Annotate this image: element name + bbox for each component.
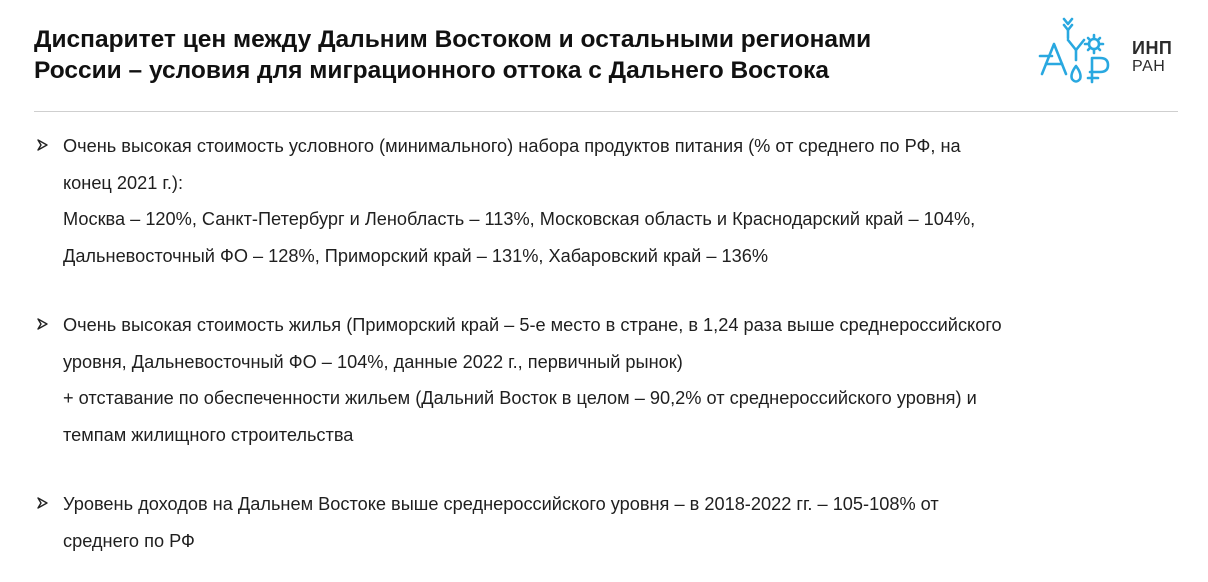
logo bbox=[1036, 16, 1196, 88]
bullet-item-housing-prices bbox=[34, 307, 1184, 453]
arrow-bullet-icon bbox=[36, 496, 50, 510]
arrow-bullet-icon bbox=[36, 317, 50, 331]
bullet-text-line: Очень высокая стоимость жилья (Приморский край – 5-е место в стране, в 1,24 раза выше среднероссийского bbox=[63, 315, 1002, 335]
bullet-item-income-level bbox=[34, 486, 1184, 559]
title-line-1: Диспаритет цен между Дальним Востоком и остальными регионами bbox=[34, 26, 872, 53]
logo-text-line-1: ИНП bbox=[1132, 38, 1173, 58]
bullet-list bbox=[34, 128, 1184, 559]
bullet-text-line: Уровень доходов на Дальнем Востоке выше среднероссийского уровня – в 2018-2022 гг. – 105-108% от bbox=[63, 494, 939, 514]
title-line-2: России – условия для миграционного оттока с Дальнего Востока bbox=[34, 57, 829, 84]
logo-text bbox=[1132, 40, 1172, 75]
bullet-item-food-prices bbox=[34, 128, 1184, 274]
arrow-bullet-icon bbox=[36, 138, 50, 152]
bullet-text-line: Дальневосточный ФО – 128%, Приморский край – 131%, Хабаровский край – 136% bbox=[63, 245, 769, 266]
bullet-text-line: Очень высокая стоимость условного (минимального) набора продуктов питания (% от среднего по РФ, на bbox=[63, 136, 961, 156]
bullet-text-line: среднего по РФ bbox=[63, 530, 195, 551]
bullet-text-line: Москва – 120%, Санкт-Петербург и Ленобласть – 113%, Московская область и Краснодарский край – 104%, bbox=[63, 209, 976, 229]
inp-ran-logo-icon bbox=[1036, 16, 1118, 88]
bullet-text-line: темпам жилищного строительства bbox=[63, 424, 354, 445]
bullet-text-line: конец 2021 г.): bbox=[63, 172, 183, 193]
bullet-text-line: + отставание по обеспеченности жильем (Дальний Восток в целом – 90,2% от среднероссийского уровня) и bbox=[63, 388, 977, 408]
bullet-text-line: уровня, Дальневосточный ФО – 104%, данные 2022 г., первичный рынок) bbox=[63, 351, 683, 372]
logo-text-line-2: РАН bbox=[1132, 58, 1166, 75]
page-title bbox=[34, 24, 994, 86]
header-divider bbox=[34, 111, 1178, 112]
